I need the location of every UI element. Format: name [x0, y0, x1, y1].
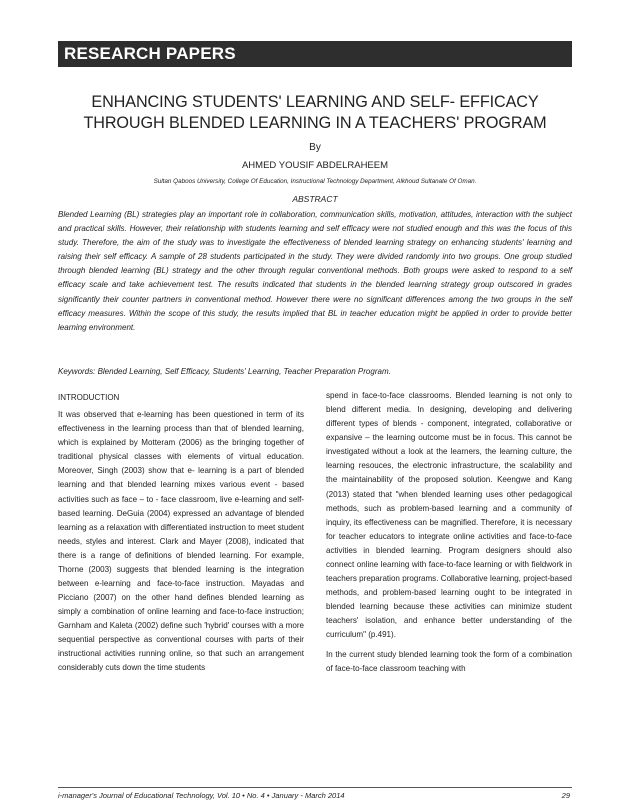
byline: By: [309, 142, 321, 153]
paragraph: spend in face-to-face classrooms. Blended learning is not only to blend different media. In designing, developing and delivering different types of blends - component, integrated, collaborative or expansive – the learning outcome must be in focus. This cannot be investigated without a look at the learners, the learning culture, the learning resouces, the electronic infrastructure, the scalability and the maintainability of the proposed solution. Keengwe and Kang (2013) stated that "when blended learning uses other pedagogical methods, such as problem-based learning and a community of inquiry, its effectiveness can be magnified. Therefore, it is necessary for teacher educators to integrate online activities and face-to-face activities in blended learning. Program designers should also connect online learning with face-to-face learning or with fieldwork in teachers preparation programs. Collaborative learning, project-based methods, and problem-based learning ought to be integrated in blended learning because these activities can minimize student teachers' isolation, and enhance better understanding of the curriculum" (p.491).: [326, 391, 572, 640]
body-column-right: [326, 389, 572, 677]
author-affiliation: Sultan Qaboos University, College Of Education, Instructional Technology Department, Alkhoud Sultanate Of Oman.: [153, 178, 477, 185]
paragraph: In the current study blended learning took the form of a combination of face-to-face classroom teaching with: [326, 650, 572, 674]
page-footer: [58, 791, 572, 800]
paragraph: It was observed that e-learning has been questioned in term of its effectiveness in the learning process than that of blended learning, which is explained by Motteram (2006) as the bringing together of traditional physical classes with elements of virtual education. Moreover, Singh (2003) show that e- learning is a part of blended learning and that blended learning mixes various event - based activities such as face – to - face classroom, live e-learning and self-based learning. DeGuia (2004) expressed an advantage of blended learning as a relaxation with differentiated instruction to meet student needs, styles and interest. Clark and Mayer (2008), indicated that there is a range of definitions of blended learning. For example, Thorne (2003) suggests that blended learning is the integration between e-learning and face-to-face instruction. Mayadas and Picciano (2007) on the other hand defines blended learning as simply a combination of online learning and face-to-face instruction; Garnham and Kaleta (2002) define such 'hybrid' courses with a more sequential perspective as conventional courses with parts of their instructional activities running online, so that such an arrangement considerably cuts down the time students: [58, 410, 304, 673]
footer-rule: [58, 787, 572, 788]
keywords: Keywords: Blended Learning, Self Efficacy, Students' Learning, Teacher Preparation Program.: [58, 367, 391, 376]
paper-title-line-1: ENHANCING STUDENTS' LEARNING AND SELF- EFFICACY: [91, 93, 539, 111]
section-heading-introduction: INTRODUCTION: [58, 393, 120, 402]
paper-title-line-2: THROUGH BLENDED LEARNING IN A TEACHERS' PROGRAM: [83, 114, 547, 132]
journal-citation: i-manager's Journal of Educational Technology, Vol. 10 • No. 4 • January - March 2014: [58, 791, 345, 800]
abstract-heading: ABSTRACT: [292, 194, 338, 204]
author-name: AHMED YOUSIF ABDELRAHEEM: [241, 160, 389, 171]
page-number: 29: [561, 791, 570, 800]
section-label: RESEARCH PAPERS: [64, 44, 236, 63]
body-column-left: [58, 391, 304, 676]
section-banner: [58, 41, 572, 67]
abstract-text: Blended Learning (BL) strategies play an important role in collaboration, communication skills, motivation, attitudes, interaction with the subject and practical skills. However, their relationship with students learning and self efficacy were not studied enough and this was the focus of this study. Therefore, the aim of the study was to investigate the effectiveness of blended learning strategy on enhancing students' learning and raising their self efficacy. A sample of 28 students participated in the study. They were divided randomly into two groups. One group studied through blended learning (BL) strategy and the other through regular conventional methods. Both groups were asked to respond to a self efficacy scale and take achievement test. The results indicated that students in the blended learning strategy group outscored in grades significantly their counter partners in conventional method. However there were no significant differences among the two groups in the self efficacy measures. Within the scope of this study, the results implied that BL in teacher education might be applied in order to provide better learning environment.: [58, 210, 572, 332]
